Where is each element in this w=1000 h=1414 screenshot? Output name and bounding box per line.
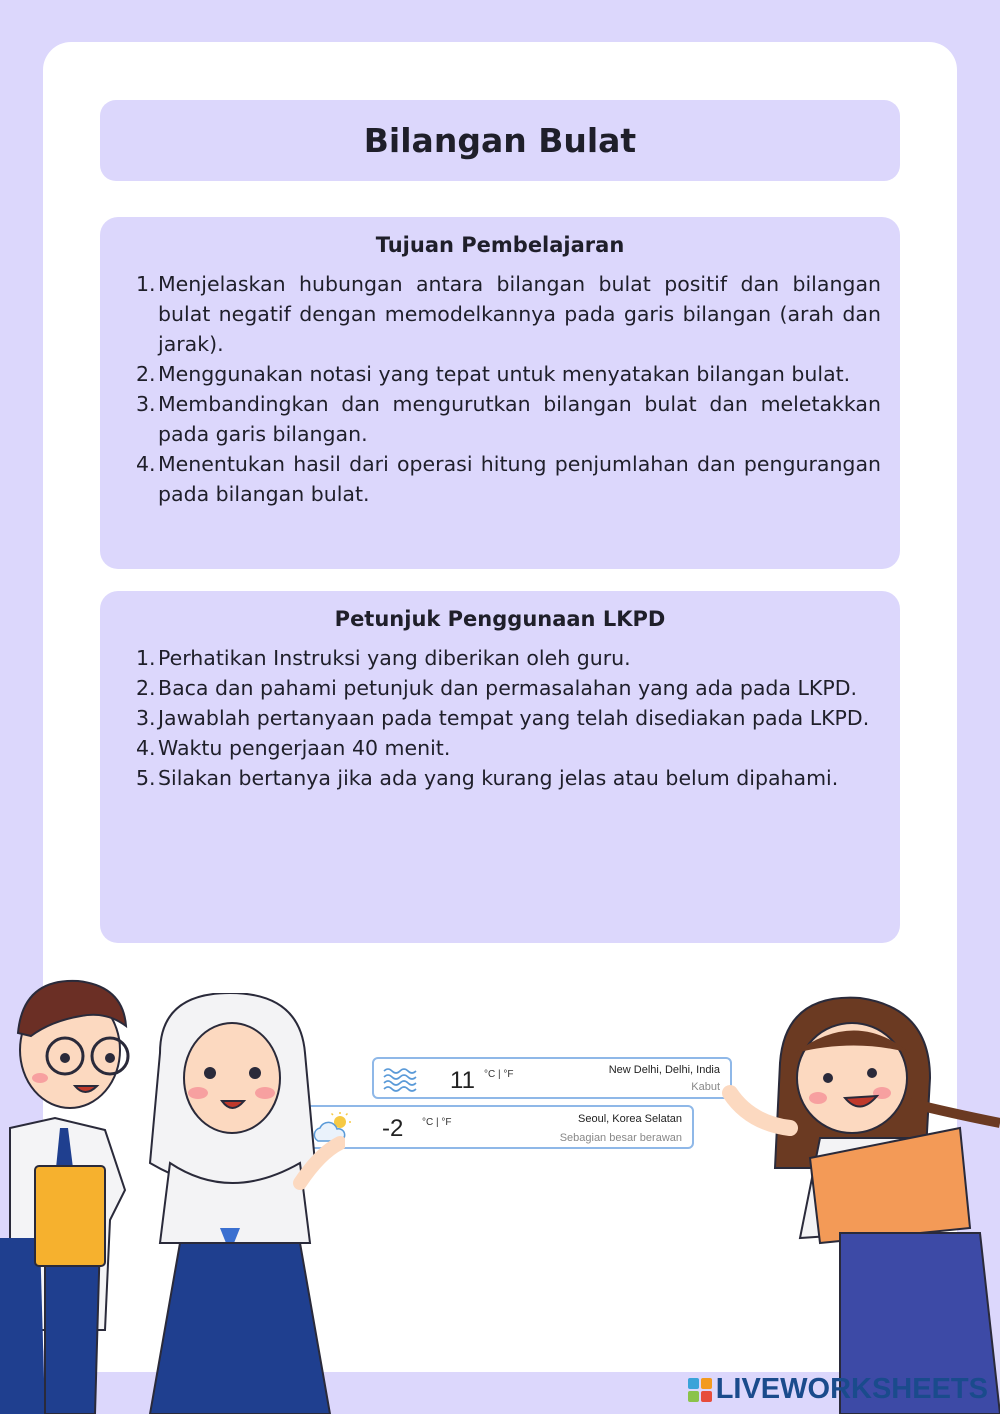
objectives-card [100,217,900,569]
temperature: -2 [382,1115,404,1142]
logo-mark [688,1378,712,1402]
page-title: Bilangan Bulat [363,121,637,160]
temperature: 11 [450,1067,475,1094]
girl-hijab-illustration [140,993,345,1414]
objective-item: 3. Membandingkan dan mengurutkan bilangan bulat dan meletakkan pada garis bilangan. [136,392,881,446]
objective-item: 1. Menjelaskan hubungan antara bilangan bulat positif dan bilangan bulat negatif dengan memodelkannya pada garis bilangan (arah dan jarak). [136,272,881,356]
title-banner [100,100,900,181]
fog-icon [382,1066,422,1092]
unit-toggle[interactable]: °C | °F [484,1069,514,1080]
girl-book-illustration [700,993,1000,1414]
weather-widget-seoul [302,1105,694,1149]
liveworksheets-logo [688,1373,988,1406]
unit-toggle[interactable]: °C | °F [422,1117,452,1128]
objective-item: 2. Menggunakan notasi yang tepat untuk menyatakan bilangan bulat. [136,362,851,386]
instruction-item: 4. Waktu pengerjaan 40 menit. [136,736,451,760]
instructions-list [136,643,881,793]
objectives-heading: Tujuan Pembelajaran [375,233,625,257]
objective-item: 4. Menentukan hasil dari operasi hitung penjumlahan dan pengurangan pada bilangan bulat. [136,452,881,506]
location-name: Seoul, Korea Selatan [578,1113,682,1125]
location-name: New Delhi, Delhi, India [608,1064,720,1076]
instruction-item: 1. Perhatikan Instruksi yang diberikan oleh guru. [136,646,631,670]
instructions-card [100,591,900,943]
weather-widget-delhi [372,1057,732,1099]
boy-student-illustration [0,978,140,1414]
brand-text: LIVEWORKSHEETS [715,1373,988,1405]
instruction-item: 2. Baca dan pahami petunjuk dan permasalahan yang ada pada LKPD. [136,676,858,700]
instructions-heading: Petunjuk Penggunaan LKPD [334,607,666,631]
weather-condition: Kabut [691,1081,720,1093]
weather-condition: Sebagian besar berawan [559,1132,682,1144]
instruction-item: 5. Silakan bertanya jika ada yang kurang jelas atau belum dipahami. [136,766,839,790]
objectives-list [136,269,881,509]
instruction-item: 3. Jawablah pertanyaan pada tempat yang telah disediakan pada LKPD. [136,706,870,730]
